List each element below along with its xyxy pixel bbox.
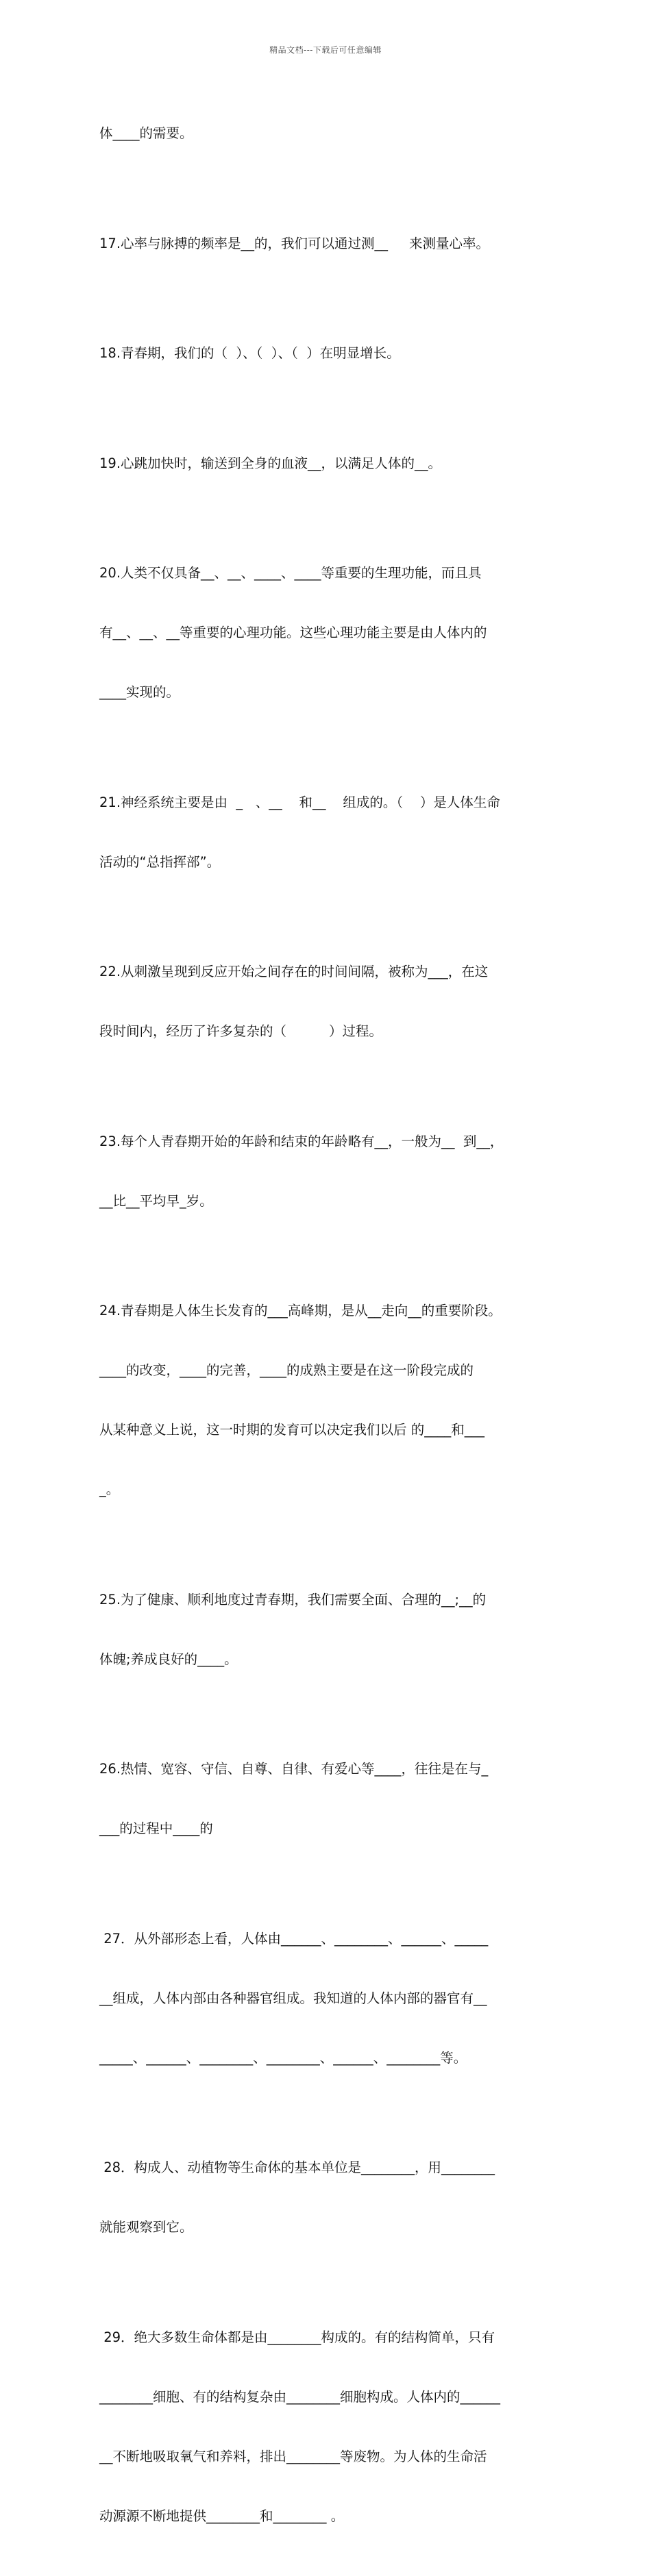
- question-25: [99, 1550, 555, 1709]
- text-line: 23.每个人青春期开始的年龄和结束的年龄略有__，一般为__ 到__，: [99, 1133, 504, 1149]
- text-line: _。: [99, 1481, 120, 1497]
- text-line: __比__平均早_岁。: [99, 1192, 213, 1209]
- text-line: 有__、__、__等重要的心理功能。这些心理功能主要是由人体内的: [99, 625, 487, 640]
- text-line: ___的过程中____的: [99, 1821, 213, 1836]
- question-17: [99, 194, 555, 293]
- page-header: 精品文档---下载后可任意编辑: [269, 45, 382, 55]
- text-line: ____实现的。: [99, 684, 180, 700]
- text-line: 体____的需要。: [99, 125, 193, 141]
- text-line: __组成，人体内部由各种器官组成。我知道的人体内部的器官有__: [99, 1990, 487, 2006]
- question-19: [99, 414, 555, 513]
- text-line: 24.青春期是人体生长发育的___高峰期，是从__走向__的重要阶段。: [99, 1303, 502, 1318]
- question-23: [99, 1092, 555, 1251]
- question-29: [99, 2288, 555, 2566]
- text-line: 20.人类不仅具备__、__、____、____等重要的生理功能，而且具: [99, 565, 482, 581]
- question-26: [99, 1719, 555, 1878]
- text-line: 25.为了健康、顺利地度过青春期，我们需要全面、合理的__;__的: [99, 1591, 487, 1608]
- text-line: 29．绝大多数生命体都是由________构成的。有的结构简单，只有: [99, 2329, 495, 2345]
- text-line: 动源源不断地提供________和________ 。: [99, 2508, 345, 2524]
- question-27: [99, 1889, 555, 2108]
- question-28: [99, 2118, 555, 2277]
- text-line: ________细胞、有的结构复杂由________细胞构成。人体内的______: [99, 2388, 501, 2405]
- text-line: 17.心率与脉搏的频率是__的，我们可以通过测__ 来测量心率。: [99, 235, 490, 251]
- text-line: 就能观察到它。: [99, 2219, 193, 2235]
- text-line: 21.神经系统主要是由 _ 、__ 和__ 组成的。（ ）是人体生命: [99, 794, 500, 810]
- text-line: 19.心跳加快时，输送到全身的血液__，以满足人体的__。: [99, 455, 442, 471]
- question-16-tail: [99, 84, 555, 183]
- text-line: 27．从外部形态上看，人体由______、________、______、_____: [99, 1930, 489, 1947]
- text-line: 26.热情、宽容、守信、自尊、自律、有爱心等____，往往是在与_: [99, 1761, 489, 1777]
- text-line: 活动的“总指挥部”。: [99, 853, 221, 870]
- question-24: [99, 1261, 555, 1539]
- question-21: [99, 753, 555, 912]
- text-line: 18.青春期，我们的（ ）、（ ）、（ ）在明显增长。: [99, 345, 400, 361]
- question-22: [99, 922, 555, 1081]
- document-body: [99, 84, 555, 2576]
- question-18: [99, 303, 555, 403]
- text-line: ____的改变，____的完善，____的成熟主要是在这一阶段完成的: [99, 1362, 474, 1378]
- text-line: 28．构成人、动植物等生命体的基本单位是________，用________: [99, 2160, 495, 2175]
- question-20: [99, 523, 555, 742]
- text-line: 段时间内，经历了许多复杂的（ ）过程。: [99, 1023, 382, 1039]
- text-line: __不断地吸取氧气和养料，排出________等废物。为人体的生命活: [99, 2448, 487, 2464]
- text-line: 从某种意义上说，这一时期的发育可以决定我们以后 的____和___: [99, 1422, 484, 1438]
- text-line: 体魄;养成良好的____。: [99, 1651, 238, 1667]
- text-line: 22.从刺激呈现到反应开始之间存在的时间间隔，被称为___，在这: [99, 964, 489, 979]
- text-line: _____、______、________、________、______、________等。: [99, 2049, 467, 2066]
